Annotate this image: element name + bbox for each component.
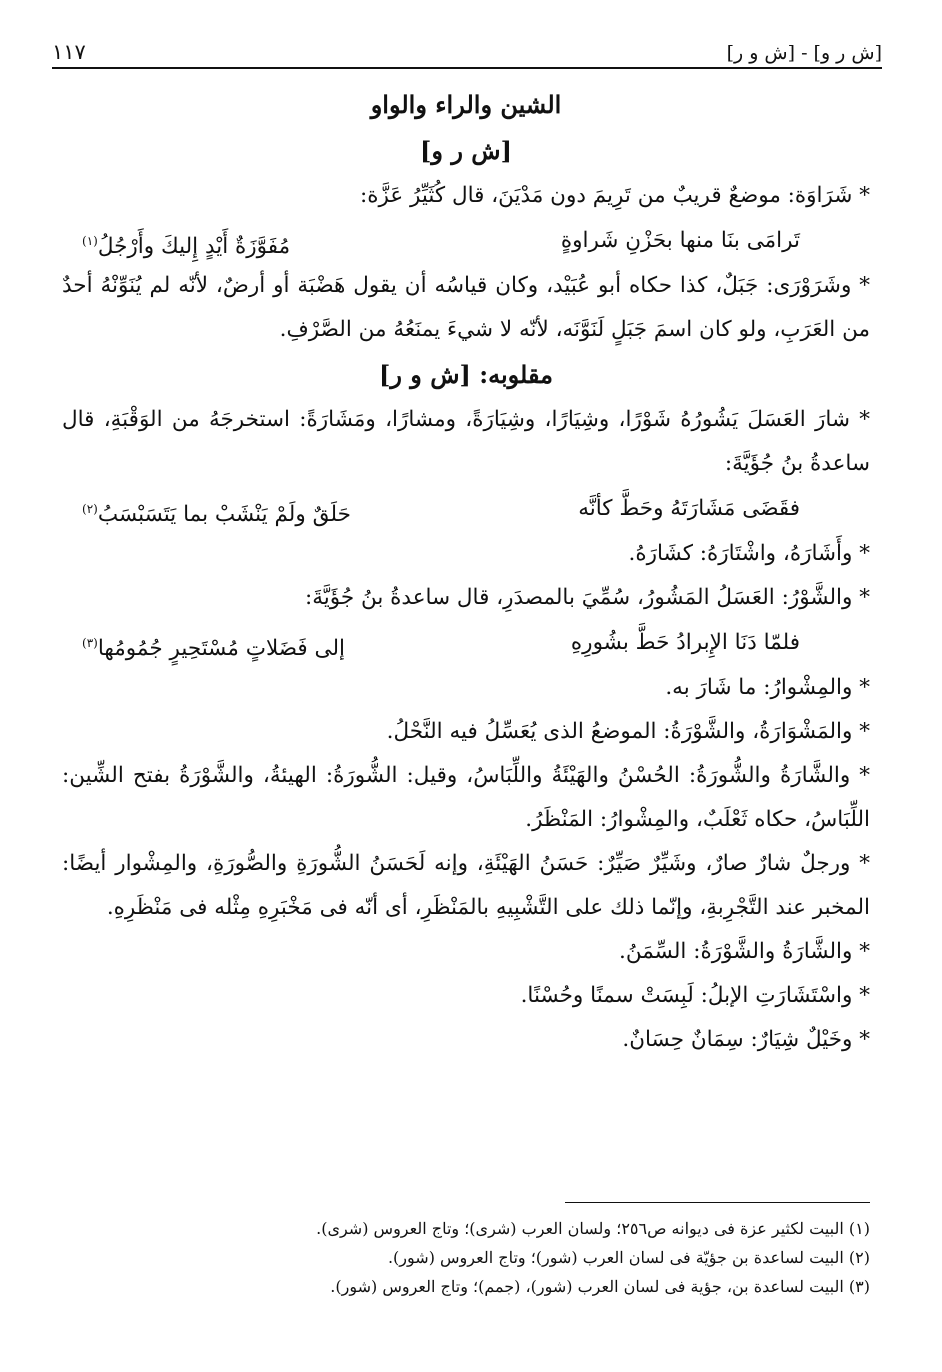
verse-1-first-hemistich: تَرامَى بنَا منها بحَزْنِ شَراوةٍ	[560, 228, 800, 253]
footnote-3: (٣) البيت لساعدة بن، جؤية فى لسان العرب (شور)، (جمم)؛ وتاج العروس (شور).	[330, 1277, 870, 1296]
verse-2-second-text: حَلَقٌ ولَمْ يَنْشَبْ بما يَتَسَبْسَبُ	[97, 502, 351, 528]
entry-shara-al-asal: * شارَ العَسَلَ يَشُورُهُ شَوْرًا، وشِيَارًا، وشِيَارَةً، ومشارًا، ومَشَارَةً: استخرجَهُ من الوَقْبَةِ، قال ساعدةُ بنُ جُؤَيَّةَ:	[62, 407, 870, 476]
entry-al-mashwara: * والمَشْوَارَةُ، والشَّوْرَةُ: الموضعُ الذى يُعَسِّلُ فيه النَّحْلُ.	[386, 719, 870, 744]
header-title: [ش ر و] - [ش و ر]	[726, 42, 882, 64]
running-header	[52, 30, 882, 64]
footnote-ref-3: (٣)	[82, 636, 98, 650]
header-rule	[52, 67, 882, 69]
root-heading-sh-r-w: [ش ر و]	[420, 136, 512, 165]
verse-2	[62, 486, 870, 532]
footnote-2: (٢) البيت لساعدة بن جؤيّة فى لسان العرب (شور)؛ وتاج العروس (شور).	[387, 1248, 870, 1267]
entry-al-shara: * والشَّارَةُ والشُّورَةُ: الحُسْنُ والهَيْئَةُ واللِّبَاسُ، وقيل: الشُّورَةُ: الهيئةُ، والشَّوْرَةُ بفتح الشِّين: اللِّبَاسُ، حكاه ثَعْلَبٌ، والمِشْوارُ: المَنْظَرُ.	[62, 763, 870, 832]
entry-sharawa: * شَرَاوَة: موضعٌ قريبٌ من تَرِيمَ دون مَدْيَنَ، قال كُثَيِّرُ عَزَّة:	[360, 183, 870, 208]
verse-3-first-hemistich: فلمّا دَنَا الإِبرادُ حَطَّ بشُورِهِ	[570, 630, 800, 655]
root-heading-sh-w-r: مقلوبه: [ش و ر]	[379, 360, 553, 389]
entry-asharahu: * وأَشَارَهُ، واشْتَارَهُ: كشَارَهُ.	[628, 541, 870, 566]
footnote-1: (١) البيت لكثير عزة فى ديوانه ص٢٥٦؛ ولسان العرب (شرى)؛ وتاج العروس (شرى).	[316, 1219, 870, 1238]
entry-istasharat: * واسْتَشَارَتِ الإبلُ: لَبِسَتْ سمنًا وحُسْنًا.	[520, 983, 870, 1008]
entry-al-mishwar: * والمِشْوارُ: ما شَارَ به.	[665, 675, 870, 700]
footnotes-rule	[565, 1202, 870, 1203]
entry-al-siman: * والشَّارَةُ والشَّوْرَةُ: السِّمَنُ.	[619, 939, 870, 964]
verse-3-second-text: إلى فَضَلاتٍ مُسْتَحِيرٍ جُمُومُها	[97, 636, 345, 662]
verse-2-first-hemistich: فقَضَى مَشَارَتَهُ وحَطَّ كأنَّه	[578, 496, 800, 521]
verse-3-second-hemistich	[82, 620, 345, 666]
section-heading: الشين والراء والواو	[370, 90, 562, 119]
verse-1	[62, 218, 870, 264]
entry-khayl-shiyar: * وخَيْلٌ شِيَارٌ: سِمَانٌ حِسَانٌ.	[622, 1027, 870, 1052]
entry-rajul-shar: * ورجلٌ شارٌ صارٌ، وشَيِّرٌ صَيِّرٌ: حَسَنُ الهَيْئَةِ، وإنه لَحَسَنُ الشُّورَةِ والصُّورَةِ، والمِشْوار أيضًا: المخبر عند التَّجْرِبةِ، وإنّما ذلك على التَّشْبِيهِ بالمَنْظَرِ، أى أنّه فى مَخْبَرِهِ مِثْله فى مَنْظَرِهِ.	[62, 851, 870, 920]
verse-1-second-text: مُفَوَّزَةٌ أَيْدٍ إِليكَ وأَرْجُلُ	[97, 234, 291, 260]
entry-sharawra: * وشَرَوْرَى: جَبَلٌ، كذا حكاه أبو عُبَيْد، وكان قياسُه أن يقول هَضْبَة أو أرضٌ، لأنّه لم يُنَوِّنْهُ أحدٌ من العَرَبِ، ولو كان اسمَ جَبَلٍ لَنَوَّنَه، لأنّه لا شيءَ يمنَعُهُ من الصَّرْفِ.	[62, 273, 870, 342]
verse-3	[62, 620, 870, 666]
entry-al-shawr: * والشَّوْرُ: العَسَلُ المَشُورُ، سُمِّيَ بالمصدَرِ، قال ساعدةُ بنُ جُؤَيَّةَ:	[304, 585, 870, 610]
footnote-ref-1: (١)	[82, 234, 98, 248]
footnote-ref-2: (٢)	[82, 502, 98, 516]
main-text	[62, 82, 870, 1062]
footnotes	[62, 1214, 870, 1301]
verse-2-second-hemistich	[82, 486, 351, 532]
verse-1-second-hemistich	[82, 218, 290, 264]
page-number: ١١٧	[52, 40, 86, 64]
